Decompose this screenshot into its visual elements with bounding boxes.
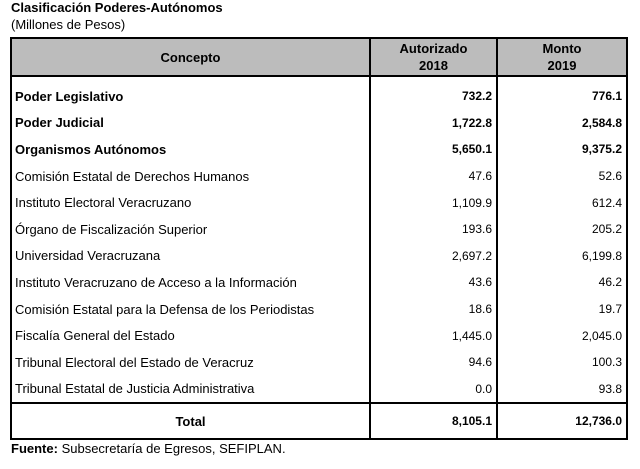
row-value-2018: 5,650.1 — [370, 136, 497, 163]
total-2019: 12,736.0 — [497, 403, 627, 439]
table-subtitle: (Millones de Pesos) — [11, 17, 126, 32]
row-value-2018: 2,697.2 — [370, 243, 497, 270]
row-value-2019: 46.2 — [497, 269, 627, 296]
header-authorized-year: 2018 — [419, 58, 448, 73]
row-concept: Comisión Estatal de Derechos Humanos — [11, 163, 370, 190]
row-value-2019: 205.2 — [497, 216, 627, 243]
header-authorized-label: Autorizado — [399, 41, 468, 56]
row-value-2019: 776.1 — [497, 76, 627, 110]
source-note — [11, 441, 286, 456]
table-row — [11, 349, 627, 376]
row-concept: Instituto Veracruzano de Acceso a la Información — [11, 269, 370, 296]
row-value-2019: 52.6 — [497, 163, 627, 190]
table-row — [11, 110, 627, 137]
row-concept: Comisión Estatal para la Defensa de los Periodistas — [11, 296, 370, 323]
row-value-2019: 9,375.2 — [497, 136, 627, 163]
row-value-2018: 1,109.9 — [370, 189, 497, 216]
table-row — [11, 322, 627, 349]
table-row — [11, 296, 627, 323]
row-value-2018: 193.6 — [370, 216, 497, 243]
table-row — [11, 76, 627, 110]
header-authorized-2018 — [370, 38, 497, 76]
row-concept: Tribunal Electoral del Estado de Veracruz — [11, 349, 370, 376]
table-body — [11, 76, 627, 403]
row-value-2018: 94.6 — [370, 349, 497, 376]
total-2018: 8,105.1 — [370, 403, 497, 439]
row-concept: Órgano de Fiscalización Superior — [11, 216, 370, 243]
row-value-2018: 43.6 — [370, 269, 497, 296]
row-value-2018: 0.0 — [370, 376, 497, 404]
row-value-2019: 19.7 — [497, 296, 627, 323]
total-label: Total — [11, 403, 370, 439]
table-row — [11, 269, 627, 296]
table-footer — [11, 403, 627, 439]
row-concept: Fiscalía General del Estado — [11, 322, 370, 349]
row-value-2018: 1,722.8 — [370, 110, 497, 137]
table-row — [11, 136, 627, 163]
row-value-2019: 612.4 — [497, 189, 627, 216]
row-concept: Instituto Electoral Veracruzano — [11, 189, 370, 216]
row-concept: Poder Judicial — [11, 110, 370, 137]
row-value-2018: 18.6 — [370, 296, 497, 323]
table-row — [11, 189, 627, 216]
row-value-2018: 1,445.0 — [370, 322, 497, 349]
table-row — [11, 163, 627, 190]
total-row — [11, 403, 627, 439]
row-value-2019: 93.8 — [497, 376, 627, 404]
header-amount-2019 — [497, 38, 627, 76]
table-header — [11, 38, 627, 76]
header-amount-label: Monto — [542, 41, 582, 56]
table-row — [11, 243, 627, 270]
table-title: Clasificación Poderes-Autónomos — [11, 0, 223, 15]
row-concept: Poder Legislativo — [11, 76, 370, 110]
source-text: Subsecretaría de Egresos, SEFIPLAN. — [57, 441, 286, 456]
row-value-2018: 47.6 — [370, 163, 497, 190]
row-concept: Organismos Autónomos — [11, 136, 370, 163]
header-amount-year: 2019 — [547, 58, 577, 73]
table-row — [11, 216, 627, 243]
row-concept: Tribunal Estatal de Justicia Administrativa — [11, 376, 370, 404]
row-value-2019: 100.3 — [497, 349, 627, 376]
header-concept: Concepto — [11, 38, 370, 76]
table-row — [11, 376, 627, 404]
source-prefix: Fuente: — [11, 441, 58, 456]
row-value-2019: 2,045.0 — [497, 322, 627, 349]
row-value-2018: 732.2 — [370, 76, 497, 110]
row-value-2019: 2,584.8 — [497, 110, 627, 137]
row-concept: Universidad Veracruzana — [11, 243, 370, 270]
budget-table — [10, 37, 628, 440]
row-value-2019: 6,199.8 — [497, 243, 627, 270]
